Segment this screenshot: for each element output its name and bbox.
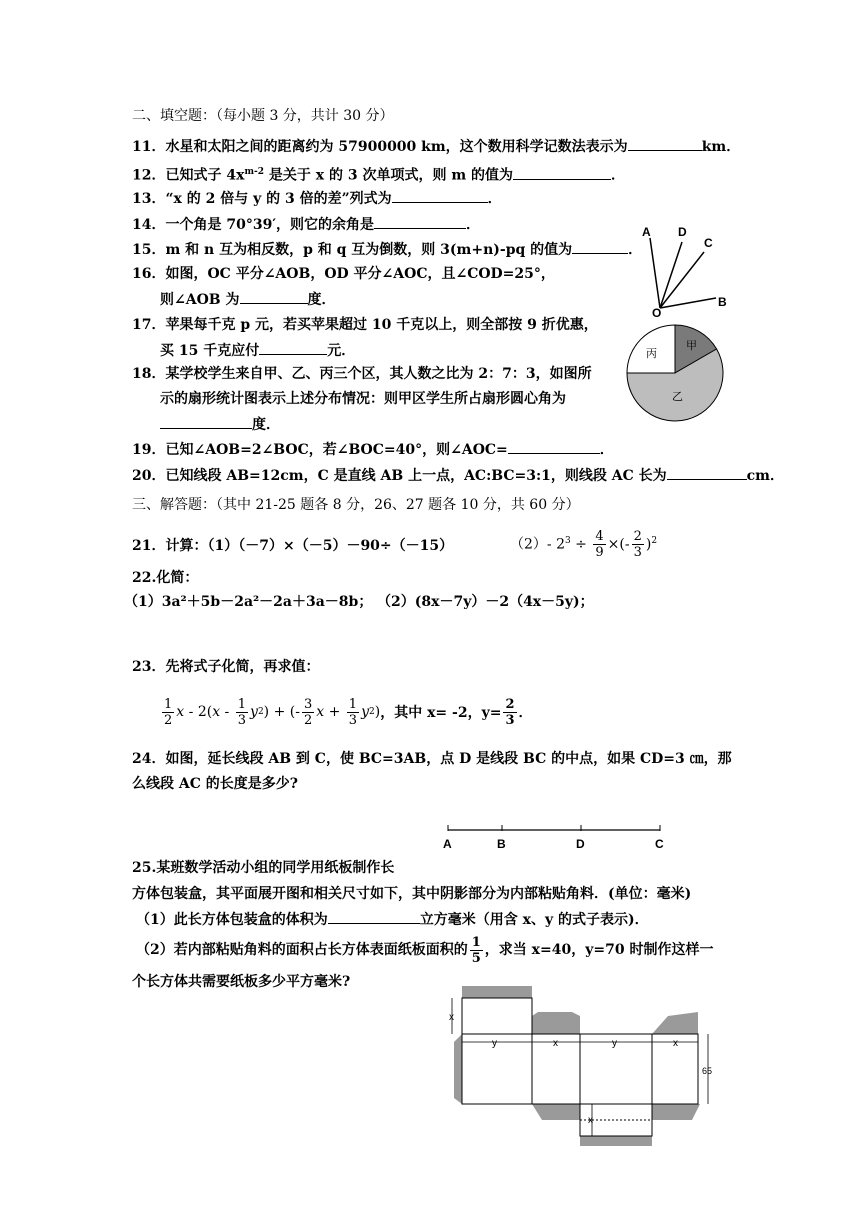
q20-number: 20． <box>132 468 166 484</box>
ray-ob <box>660 298 716 308</box>
question-22-title: 22.化简： <box>132 570 199 586</box>
q19-text: 已知∠AOB=2∠BOC，若∠BOC=40°，则∠AOC= <box>165 442 508 458</box>
question-21-part2 <box>510 524 657 562</box>
label-o: O <box>652 306 662 320</box>
question-16-line2 <box>160 289 336 310</box>
q13-text: “x 的 2 倍与 y 的 3 倍的差”列式为 <box>165 191 392 207</box>
q20-text: 已知线段 AB=12cm，C 是直线 AB 上一点，AC:BC=3:1，则线段 AC 长为 <box>165 468 667 484</box>
q21-part2-exp2: 2 <box>651 536 658 546</box>
q14-answer-blank[interactable] <box>374 214 466 229</box>
q16-unit: 度． <box>307 292 336 308</box>
seg-label-a: A <box>443 837 452 851</box>
question-18-line2: 示的扇形统计图表示上述分布情况：则甲区学生所占扇形圆心角为 <box>160 391 566 407</box>
q15-end: ． <box>628 242 643 258</box>
question-18-line1 <box>132 364 592 384</box>
q23-y-fraction <box>503 697 516 728</box>
q19-end: ． <box>599 442 614 458</box>
q18-answer-blank[interactable] <box>160 414 252 429</box>
q11-number: 11． <box>132 139 166 155</box>
q18-unit: 度． <box>252 417 280 433</box>
q20-answer-blank[interactable] <box>667 465 747 480</box>
section-3-header: 三、解答题：（其中 21-25 题各 8 分，26、27 题各 10 分，共 60 分） <box>132 497 580 513</box>
q14-number: 14． <box>132 217 166 233</box>
question-20 <box>132 465 784 486</box>
q25-answer-blank[interactable] <box>328 909 420 924</box>
question-25-line2: 方体包装盒，其平面展开图和相关尺寸如下，其中阴影部分为内部粘贴角料．(单位：毫米) <box>132 886 692 902</box>
label-c: C <box>704 236 713 250</box>
question-19 <box>132 439 614 460</box>
seg-label-c: C <box>655 837 664 851</box>
q25-frac-den: 5 <box>471 950 481 966</box>
flap-top-3 <box>652 1012 698 1034</box>
q21-fraction-2 <box>632 529 644 560</box>
dim-label-x-bottom: x <box>588 1115 593 1126</box>
flap-top-2 <box>532 1012 580 1034</box>
q17-number: 17． <box>132 317 166 333</box>
q21-frac1-num: 4 <box>595 529 604 545</box>
question-13 <box>132 188 502 209</box>
q16-number: 16． <box>132 266 166 282</box>
q12-text-pre: 已知式子 4x <box>165 167 245 184</box>
q21-part2-div: ÷ <box>570 536 592 553</box>
question-17-line2 <box>160 340 355 361</box>
q12-end: ． <box>611 167 626 184</box>
q16-text: 如图，OC 平分∠AOB，OD 平分∠AOC，且∠COD=25°， <box>165 266 555 282</box>
q21-part1-text: 计算：（1）（－7）×（－5）－90÷（－15） <box>165 538 454 554</box>
q16-answer-blank[interactable] <box>240 289 308 304</box>
question-21-part1 <box>132 536 453 556</box>
q23-condition: ，其中 x= -2，y= <box>380 705 502 721</box>
q13-end: ． <box>487 191 502 207</box>
q11-unit: km． <box>701 139 741 155</box>
q23-y-num: 2 <box>505 696 515 712</box>
q25-part2-a: （2）若内部粘贴角料的面积占长方体表面纸板面积的 <box>136 942 468 958</box>
q21-part2-c: ×(- <box>607 536 630 553</box>
box-net-figure <box>440 980 730 1155</box>
dim-label-x-1: x <box>553 1038 558 1049</box>
question-25-part2 <box>136 932 713 968</box>
q19-answer-blank[interactable] <box>508 439 600 454</box>
section-2-header: 二、填空题：（每小题 3 分，共计 30 分） <box>132 108 394 124</box>
question-23-expression: $\frac{1}{2}$ x - 2( x - $\frac{1}{3}$ y 2 ) + (- $\frac{3}{2}$ x + $\frac{1}{3}$ y 2 ) ，其中 x= -2，y= $\frac{2}{3}$ ． <box>164 696 533 728</box>
q15-text: m 和 n 互为相反数，p 和 q 互为倒数，则 3(m+n)-pq 的值为 <box>165 242 573 258</box>
q17-answer-blank[interactable] <box>259 340 327 355</box>
question-22-part1: （1）3a²＋5b－2a²－2a＋3a－8b； <box>124 594 373 610</box>
pie-label-bing: 丙 <box>646 348 657 360</box>
q25-frac-num: 1 <box>471 934 481 950</box>
q11-answer-blank[interactable] <box>628 136 702 151</box>
q11-text: 水星和太阳之间的距离约为 57900000 km，这个数用科学记数法表示为 <box>165 139 628 155</box>
q21-frac2-num: 2 <box>633 529 642 545</box>
question-25-part2-cont: 个长方体共需要纸板多少平方毫米? <box>132 974 351 990</box>
q13-answer-blank[interactable] <box>392 188 488 203</box>
label-b: B <box>718 295 727 309</box>
q13-number: 13． <box>132 191 166 207</box>
pie-figure <box>624 322 726 424</box>
flap-bottom-3 <box>580 1136 652 1146</box>
q17-text: 苹果每千克 p 元，若买苹果超过 10 千克以上，则全部按 9 折优惠， <box>165 317 598 333</box>
q21-number: 21． <box>132 538 166 554</box>
segment-figure <box>436 818 676 858</box>
dim-label-y-2: y <box>612 1038 617 1049</box>
q21-part2-a: （2）- 2 <box>510 536 565 553</box>
question-18-line3 <box>160 414 280 435</box>
q17-unit: 元． <box>327 343 356 359</box>
q21-part2-d: ) <box>645 536 652 553</box>
question-24-line2: 么线段 AC 的长度是多少? <box>132 776 298 792</box>
q18-text: 某学校学生来自甲、乙、丙三个区，其人数之比为 2：7：3，如图所 <box>165 366 592 382</box>
q12-text-post: 是关于 x 的 3 次单项式，则 m 的值为 <box>263 167 514 184</box>
label-d: D <box>678 225 687 239</box>
flap-bottom-2 <box>652 1104 700 1120</box>
q25-fraction <box>470 935 483 966</box>
question-11 <box>132 136 740 157</box>
q21-fraction-1 <box>593 529 605 560</box>
question-24-line1: 24．如图，延长线段 AB 到 C，使 BC=3AB，点 D 是线段 BC 的中点，如果 CD=3 ㎝，那 <box>132 751 732 767</box>
dim-label-y-1: y <box>492 1038 497 1049</box>
question-25-line1: 25.某班数学活动小组的同学用纸板制作长 <box>132 860 395 876</box>
question-12 <box>132 162 625 186</box>
q23-y-den: 3 <box>505 712 515 728</box>
dim-label-65: 65 <box>702 1066 713 1076</box>
q25-part1-a: （1）此长方体包装盒的体积为 <box>136 912 328 928</box>
flap-top-1 <box>462 986 532 998</box>
pie-label-yi: 乙 <box>672 391 683 403</box>
pie-label-jia: 甲 <box>686 340 697 352</box>
q21-frac1-den: 9 <box>595 545 604 561</box>
flap-bottom-1 <box>532 1104 580 1120</box>
ray-oc <box>660 252 704 308</box>
q14-text: 一个角是 70°39′，则它的余角是 <box>165 217 375 233</box>
q20-unit: cm． <box>746 468 784 484</box>
q25-part2-b: ，求当 x=40，y=70 时制作这样一 <box>484 942 714 958</box>
q12-exponent: m-2 <box>244 167 264 177</box>
flap-left <box>454 1034 462 1104</box>
seg-label-d: D <box>576 837 585 851</box>
q23-end: ． <box>518 705 533 721</box>
q12-answer-blank[interactable] <box>513 165 611 180</box>
q25-part1-b: 立方毫米（用含 x、y 的式子表示)． <box>419 912 649 928</box>
q21-frac2-den: 3 <box>633 545 642 561</box>
q14-end: ． <box>466 217 481 233</box>
question-23-title: 23．先将式子化简，再求值： <box>132 659 320 675</box>
q15-answer-blank[interactable] <box>572 239 628 254</box>
ray-od <box>660 242 682 308</box>
question-25-part1 <box>136 909 649 930</box>
question-17-line1 <box>132 315 598 335</box>
question-14 <box>132 214 480 235</box>
label-a: A <box>642 225 651 239</box>
q16-text-2: 则∠AOB 为 <box>160 292 240 308</box>
question-22-part2: （2）(8x－7y）－2（4x－5y)； <box>377 594 594 610</box>
seg-label-b: B <box>497 837 506 851</box>
face-top <box>462 998 532 1034</box>
q17-text-2: 买 15 千克应付 <box>160 343 260 359</box>
dim-label-x-2: x <box>673 1038 678 1049</box>
q19-number: 19． <box>132 442 166 458</box>
q21-part2-exp: 3 <box>565 536 571 546</box>
dim-label-x-left: x <box>449 1012 454 1023</box>
q15-number: 15． <box>132 242 166 258</box>
ray-oa <box>650 238 660 308</box>
question-16-line1 <box>132 264 555 284</box>
q12-number: 12． <box>132 167 166 184</box>
angle-figure <box>636 222 746 322</box>
q18-number: 18． <box>132 366 166 382</box>
question-15 <box>132 239 642 260</box>
pie-slices <box>627 325 723 421</box>
